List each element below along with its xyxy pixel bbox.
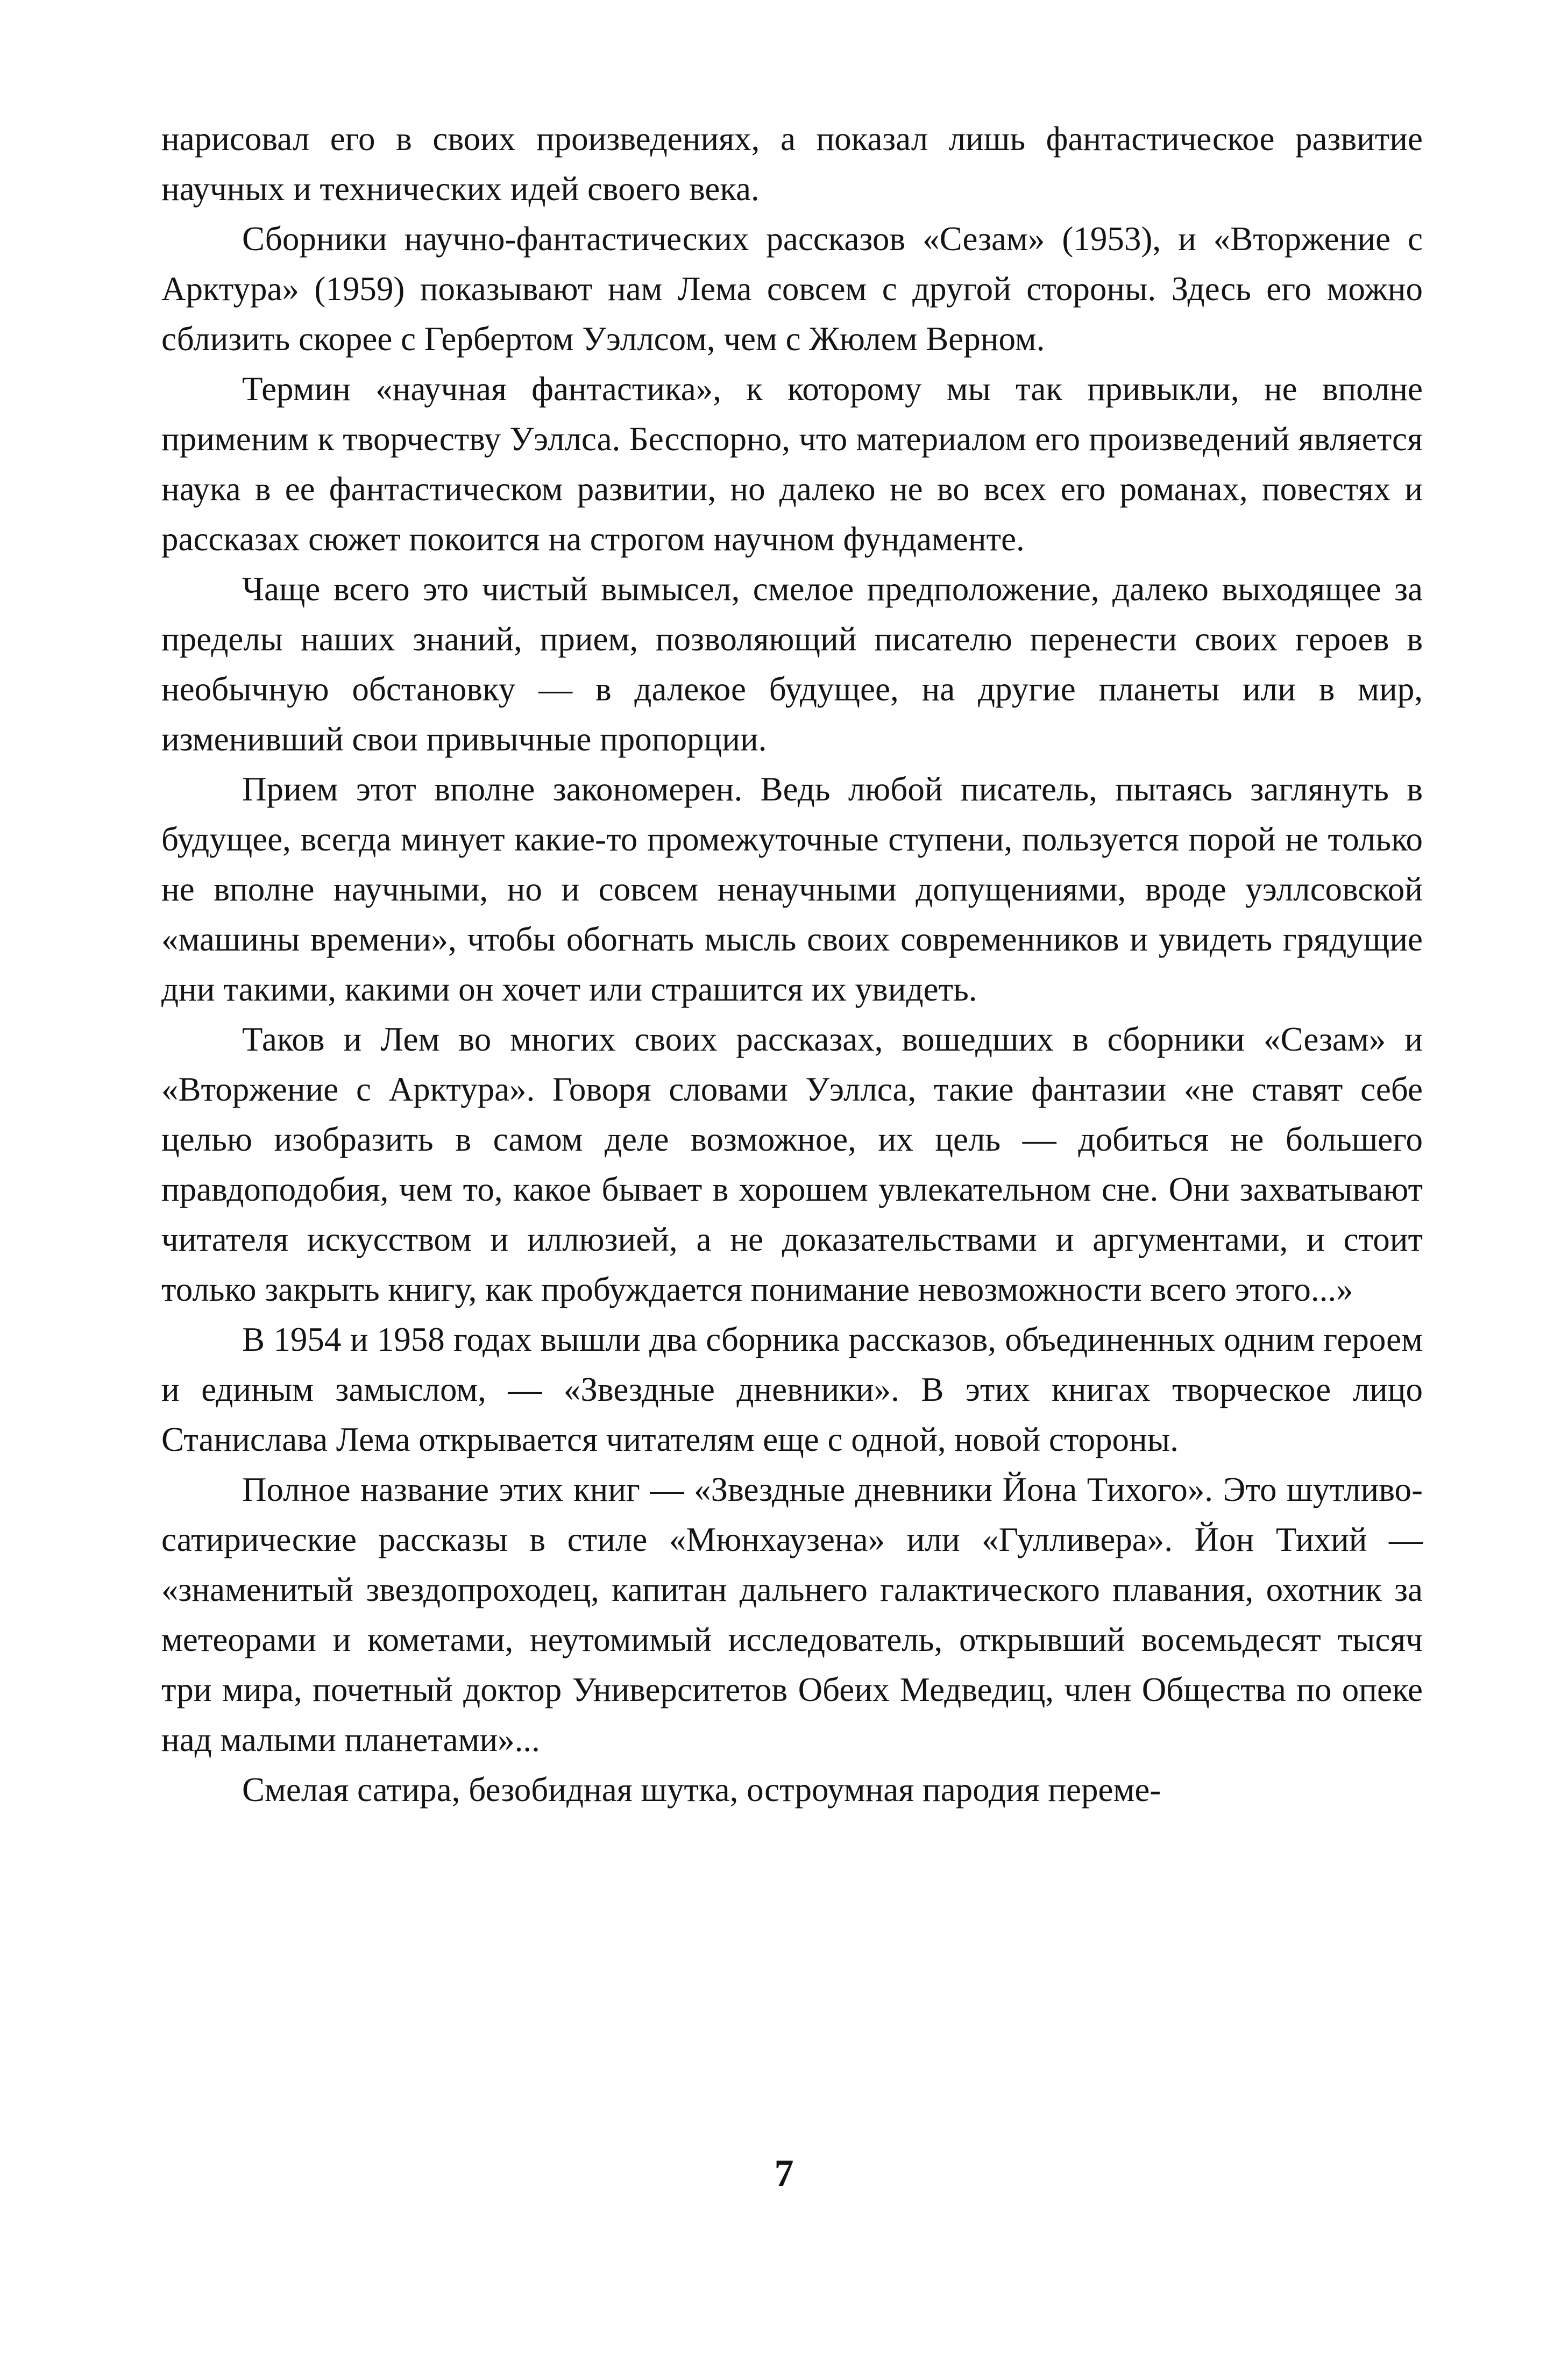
paragraph-6: Таков и Лем во многих своих рассказах, вошедших в сборники «Сезам» и «Вторжение с Арктура». Говоря словами Уэллса, такие фантазии «не ставят себе целью изобразить в самом деле возможное, их цель — добиться не большего правдоподобия, чем то, какое бывает в хорошем увлекательном сне. Они захватывают читателя искусством и иллюзией, а не доказательствами и аргументами, и стоит только закрыть книгу, как пробуждается понимание невозможности всего этого...» [161,1020,1423,1308]
paragraph-3: Термин «научная фантастика», к которому мы так привыкли, не вполне применим к творчеству Уэллса. Бесспорно, что материалом его произведений является наука в ее фантастическом развитии, но далеко не во всех его романах, повестях и рассказах сюжет покоится на строгом научном фундаменте. [161,370,1423,558]
page-number: 7 [774,2152,794,2195]
paragraph-9: Смелая сатира, безобидная шутка, остроумная пародия переме- [242,1771,1161,1809]
paragraph-8: Полное название этих книг — «Звездные дневники Йона Тихого». Это шутливо-сатирические рассказы в стиле «Мюнхаузена» или «Гулливера». Йон Тихий — «знаменитый звездопроходец, капитан дальнего галактического плавания, охотник за метеорами и кометами, неутомимый исследователь, открывший восемьдесят тысяч три мира, почетный доктор Университетов Обеих Медведиц, член Общества по опеке над малыми планетами»... [161,1471,1423,1759]
paragraph-2: Сборники научно-фантастических рассказов «Сезам» (1953), и «Вторжение с Арктура» (1959) показывают нам Лема совсем с другой стороны. Здесь его можно сблизить скорее с Гербертом Уэллсом, чем с Жюлем Верном. [161,220,1423,358]
paragraph-1: нарисовал его в своих произведениях, а показал лишь фантастическое развитие научных и технических идей своего века. [161,120,1423,208]
body-text [161,114,1423,1815]
paragraph-4: Чаще всего это чистый вымысел, смелое предположение, далеко выходящее за пределы наших знаний, прием, позволяющий писателю перенести своих героев в необычную обстановку — в далекое будущее, на другие планеты или в мир, изменивший свои привычные пропорции. [161,570,1423,758]
paragraph-5: Прием этот вполне закономерен. Ведь любой писатель, пытаясь заглянуть в будущее, всегда минует какие-то промежуточные ступени, пользуется порой не только не вполне научными, но и совсем ненаучными допущениями, вроде уэллсовской «машины времени», чтобы обогнать мысль своих современников и увидеть грядущие дни такими, какими он хочет или страшится их увидеть. [161,770,1423,1008]
paragraph-7: В 1954 и 1958 годах вышли два сборника рассказов, объединенных одним героем и единым замыслом, — «Звездные дневники». В этих книгах творческое лицо Станислава Лема открывается читателям еще с одной, новой стороны. [161,1321,1423,1458]
